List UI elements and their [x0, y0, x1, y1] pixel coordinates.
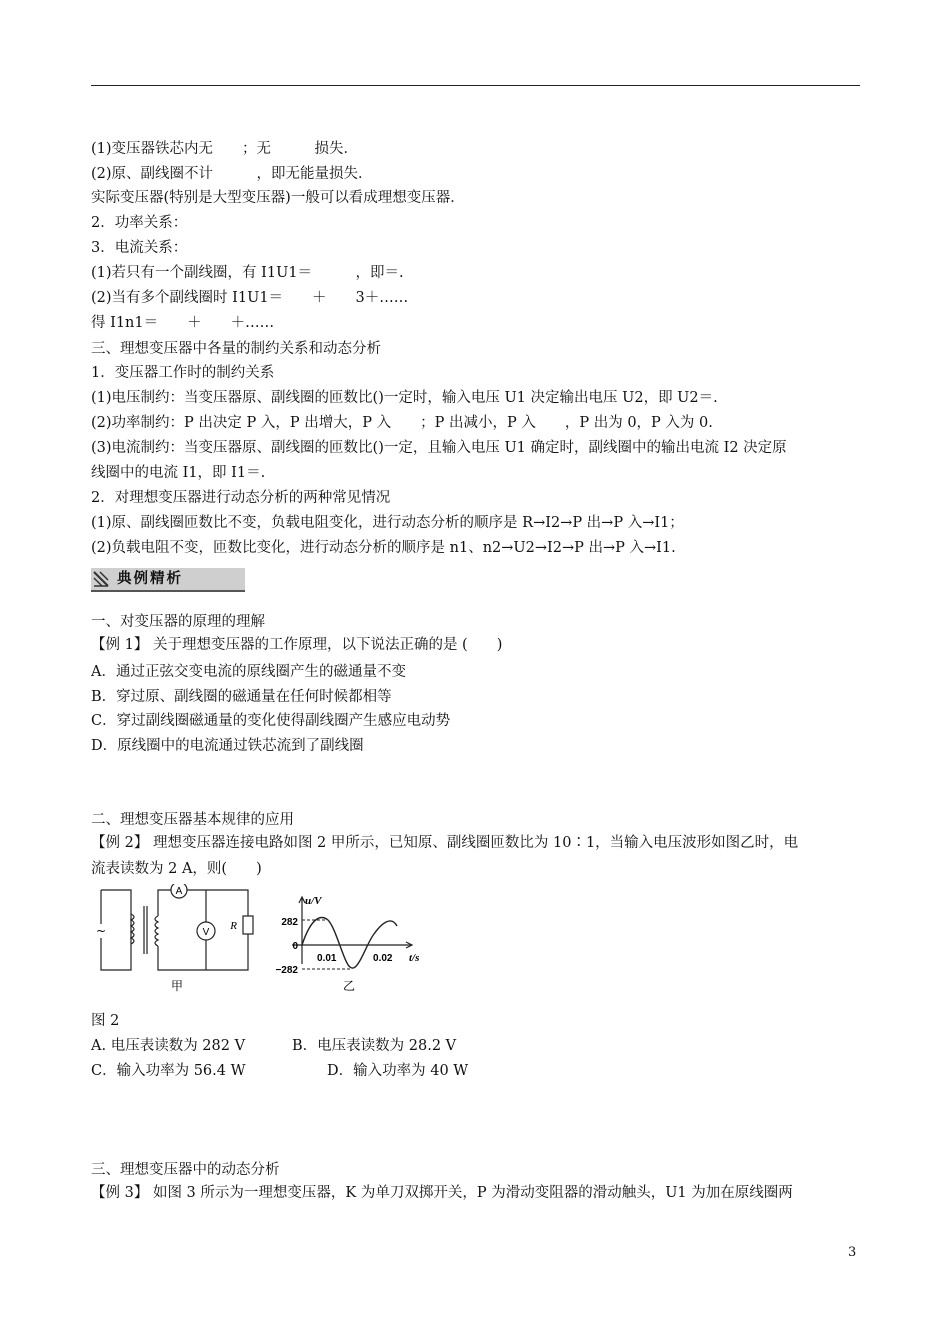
text-line: (1)若只有一个副线圈，有 I1U1＝ ，即＝.	[91, 265, 404, 281]
text-line: 3．电流关系：	[91, 240, 188, 256]
text-line: 1．变压器工作时的制约关系	[91, 365, 275, 381]
text-line: (1)电压制约：当变压器原、副线圈的匝数比()一定时，输入电压 U1 决定输出电压 U2，即 U2＝.	[91, 390, 718, 406]
text-line: (2)当有多个副线圈时 I1U1＝ ＋ 3＋……	[91, 290, 409, 306]
figure-caption: 图 2	[91, 1013, 120, 1029]
ammeter-label: A	[175, 886, 183, 897]
option-a: A．通过正弦交变电流的原线圈产生的磁通量不变	[91, 664, 406, 680]
page-number: 3	[848, 1245, 857, 1260]
section-heading: 一、对变压器的原理的理解	[91, 614, 265, 630]
option-a: A. 电压表读数为 282 V	[91, 1038, 246, 1054]
text-line: 实际变压器(特别是大型变压器)一般可以看成理想变压器．	[91, 190, 465, 206]
y-max-label: 282	[281, 917, 298, 928]
label-jia: 甲	[170, 979, 184, 993]
resistor-label: R	[230, 920, 237, 932]
section-header-examples	[91, 568, 245, 592]
text-line: 2．对理想变压器进行动态分析的两种常见情况	[91, 490, 391, 506]
text-line: (3)电流制约：当变压器原、副线圈的匝数比()一定，且输入电压 U1 确定时，副线圈中的输出电流 I2 决定原	[91, 440, 787, 456]
text-line: 2．功率关系：	[91, 215, 188, 231]
question-stem-cont: 流表读数为 2 A，则( )	[91, 861, 262, 877]
text-line: 得 I1n1＝ ＋ ＋……	[91, 315, 275, 331]
question-stem: 【例 1】 关于理想变压器的工作原理，以下说法正确的是 ( )	[91, 637, 503, 653]
y-min-label: −282	[275, 965, 298, 976]
option-b: B．电压表读数为 28.2 V	[292, 1038, 457, 1054]
waveform-axes	[292, 897, 412, 964]
label-yi: 乙	[342, 979, 356, 993]
section-heading: 三、理想变压器中各量的制约关系和动态分析	[91, 341, 381, 357]
section-header-underline	[91, 590, 245, 592]
option-d: D．输入功率为 40 W	[327, 1063, 469, 1079]
voltmeter-label: V	[202, 927, 210, 938]
option-c: C．输入功率为 56.4 W	[91, 1063, 246, 1079]
tick-t2: 0.02	[373, 953, 393, 964]
text-line: (2)负载电阻不变，匝数比变化，进行动态分析的顺序是 n1、n2→U2→I2→P 出→P 入→I1.	[91, 540, 676, 556]
hatch-icon	[93, 571, 109, 587]
option-c: C．穿过副线圈磁通量的变化使得副线圈产生感应电动势	[91, 713, 451, 729]
section-heading: 二、理想变压器基本规律的应用	[91, 812, 294, 828]
x-axis-label: t/s	[409, 952, 420, 964]
text-line: (2)功率制约：P 出决定 P 入，P 出增大，P 入 ；P 出减小，P 入 ，P 出为 0，P 入为 0.	[91, 415, 713, 431]
section-heading: 三、理想变压器中的动态分析	[91, 1162, 280, 1178]
y-axis-label: u/V	[305, 895, 322, 907]
header-rule	[91, 85, 860, 86]
option-b: B．穿过原、副线圈的磁通量在任何时候都相等	[91, 689, 392, 705]
text-line: 线圈中的电流 I1，即 I1＝.	[91, 465, 266, 481]
section-header-title: 典例精析	[117, 571, 183, 587]
question-stem: 【例 2】 理想变压器连接电路如图 2 甲所示，已知原、副线圈匝数比为 10∶1，当输入电压波形如图乙时，电	[91, 835, 799, 851]
text-line: (1)原、副线圈匝数比不变，负载电阻变化，进行动态分析的顺序是 R→I2→P 出→P 入→I1；	[91, 515, 684, 531]
figure-2	[91, 884, 431, 996]
origin-label: 0	[292, 941, 298, 952]
text-line: (2)原、副线圈不计 ，即无能量损失．	[91, 166, 373, 182]
ac-source-symbol: ~	[95, 924, 107, 938]
option-d: D．原线圈中的电流通过铁芯流到了副线圈	[91, 738, 364, 754]
tick-t1: 0.01	[317, 953, 337, 964]
text-line: (1)变压器铁芯内无 ；无 损失．	[91, 141, 359, 157]
question-stem: 【例 3】 如图 3 所示为一理想变压器，K 为单刀双掷开关，P 为滑动变阻器的滑动触头，U1 为加在原线圈两	[91, 1185, 793, 1201]
